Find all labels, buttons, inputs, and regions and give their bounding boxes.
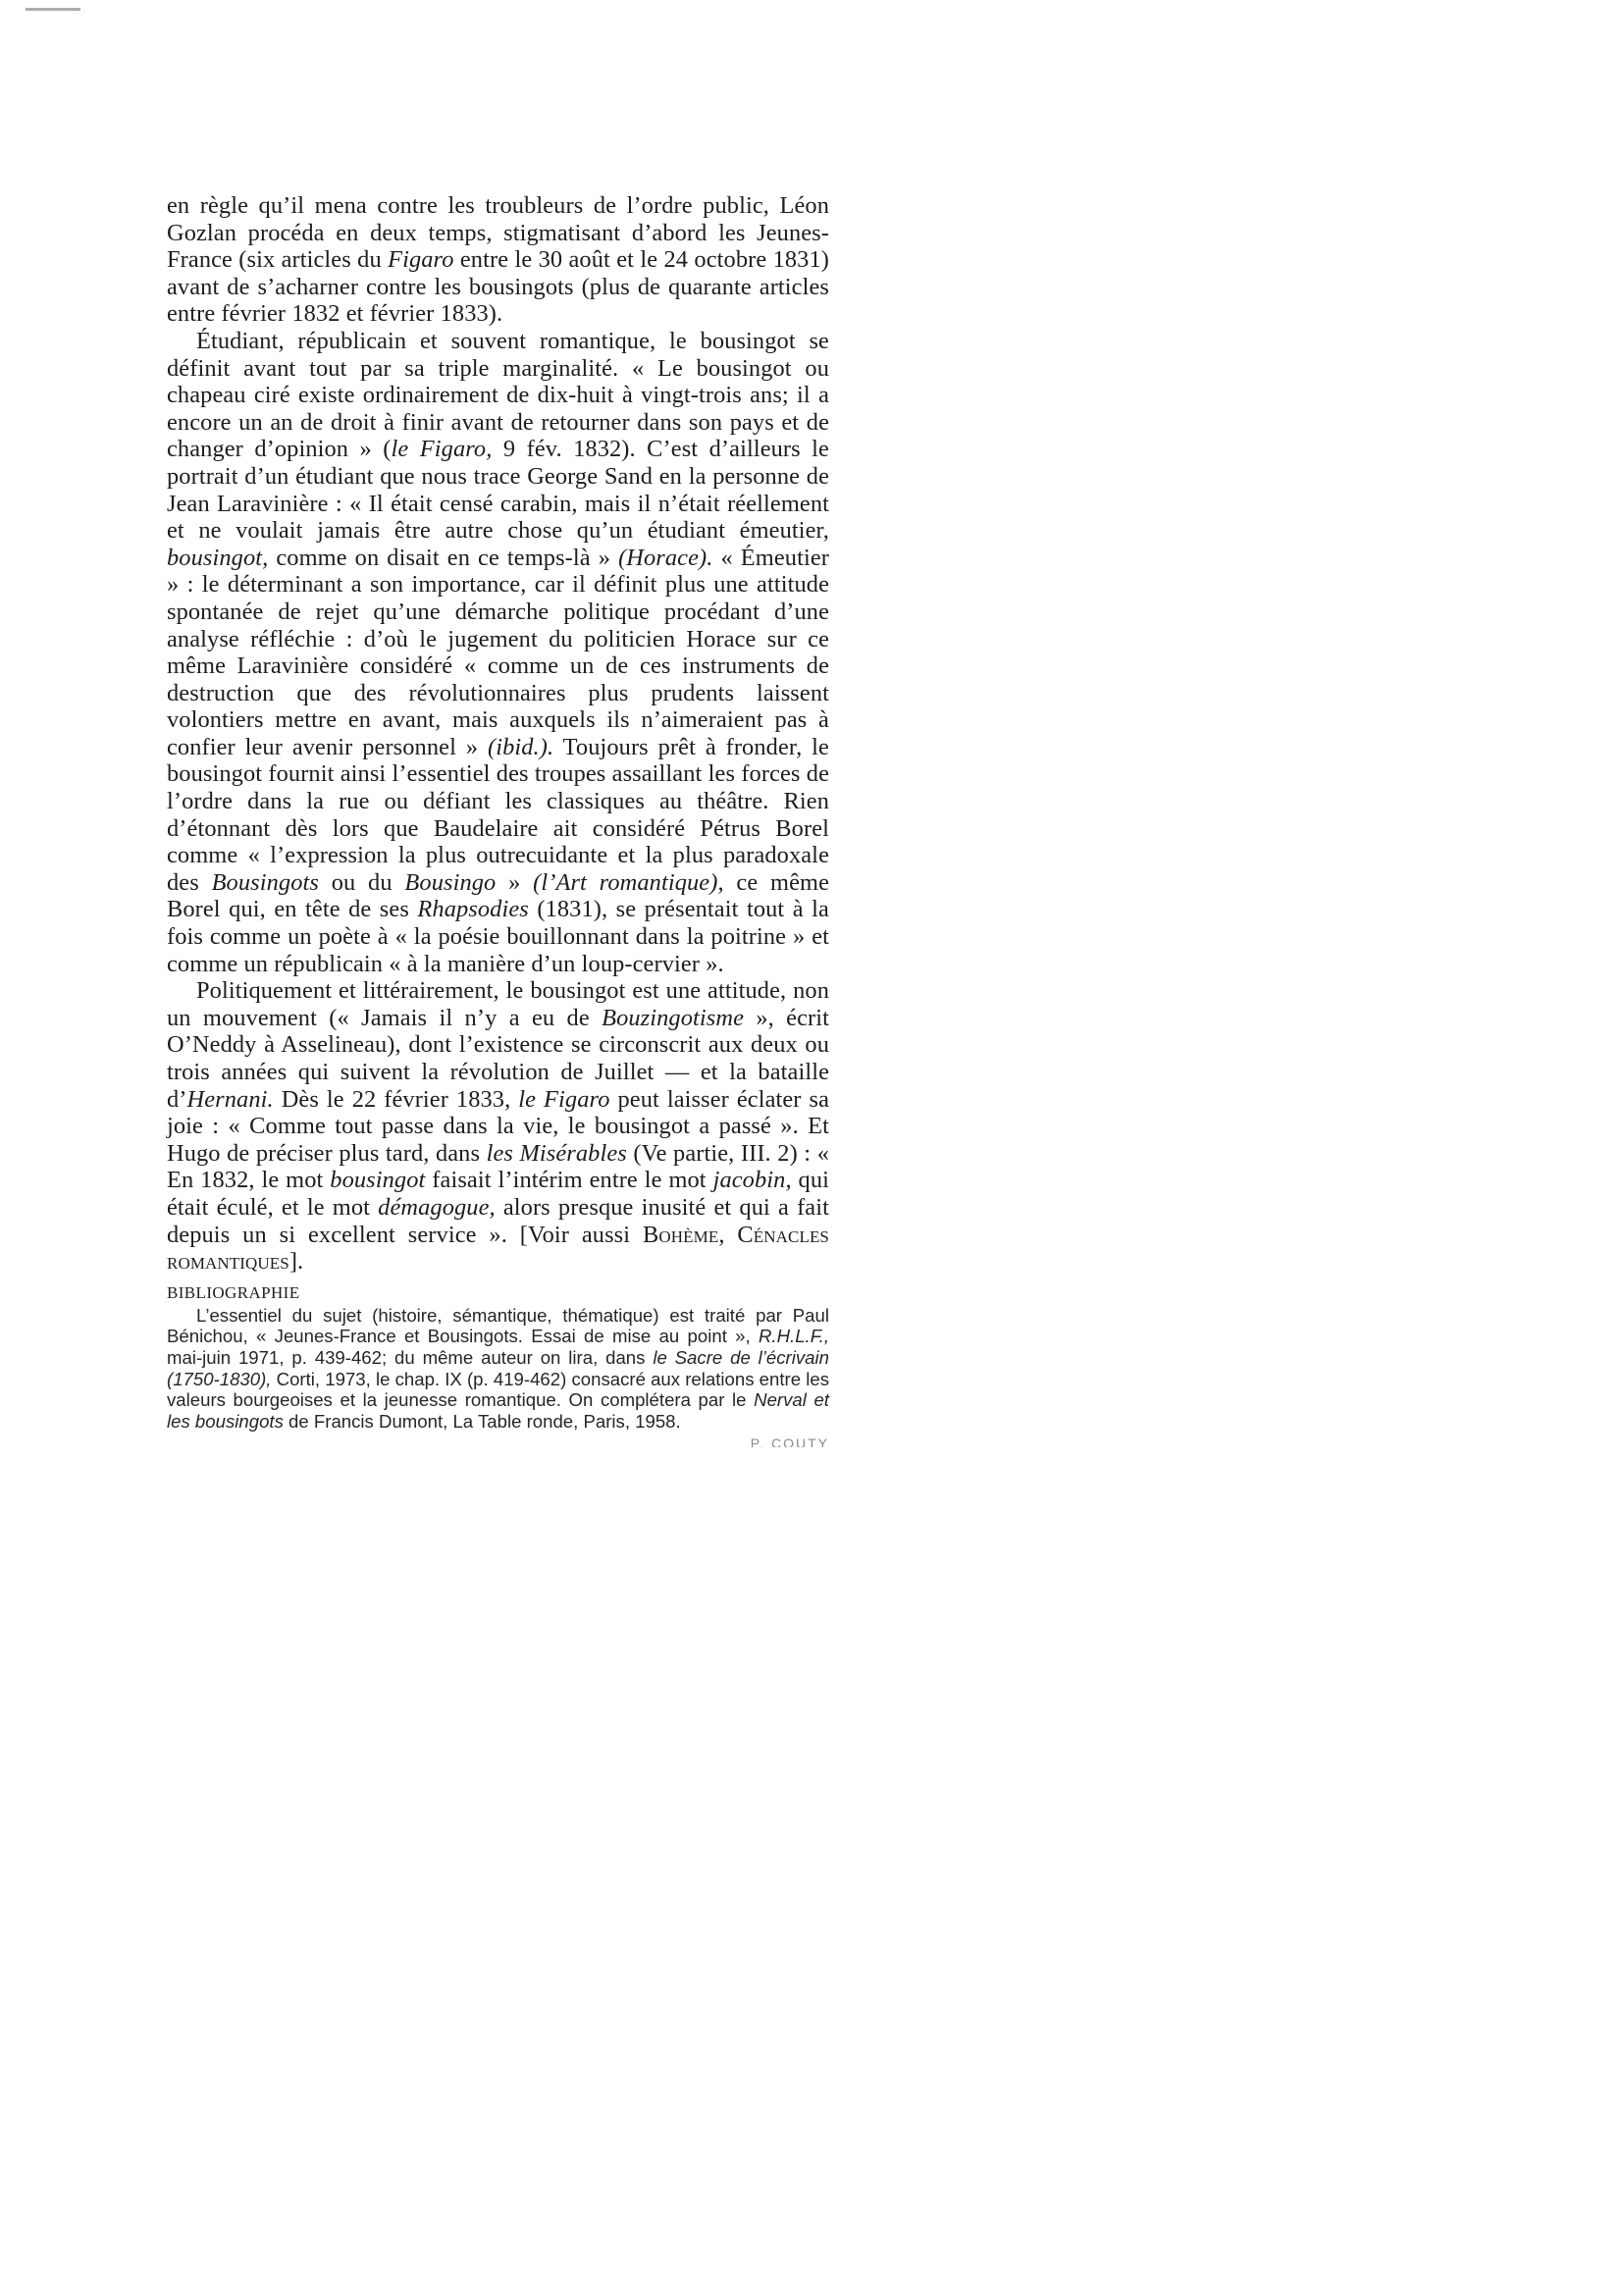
italic-span: Figaro bbox=[388, 246, 454, 274]
text-span: Toujours prêt à fronder, le bousingot fournit ainsi l’essentiel des troupes assaillant les forces de l’ordre dans la rue ou défiant les classiques au théâtre. Rien d’étonnant dès lors que Baudelaire ait considéré Pétrus Borel comme « l’expression la plus outrecuidante et la plus paradoxale des bbox=[167, 733, 829, 896]
text-span: peut laisser éclater sa joie : « Comme tout passe dans la vie, le bousingot a passé ». Et Hugo de préciser plus tard, dans bbox=[167, 1085, 830, 1167]
italic-span: (l’Art romantique), bbox=[533, 868, 724, 896]
text-span: ]. bbox=[288, 1248, 304, 1276]
italic-span: R.H.L.F., bbox=[759, 1326, 829, 1347]
italic-span: le Figaro, bbox=[391, 436, 493, 463]
text-span: entre le 30 août et le 24 octobre 1831) avant de s’acharner contre les bousingots (plus de quarante articles entre février 1832 et février 1833). bbox=[167, 246, 829, 328]
article-column bbox=[167, 192, 829, 1447]
text-span: » bbox=[496, 868, 534, 896]
small-caps-span: Bohème, Cénacles romantiques bbox=[167, 1221, 829, 1276]
italic-span: Bouzingotisme bbox=[602, 1004, 745, 1031]
text-span: qui était éculé, et le mot bbox=[167, 1167, 829, 1221]
text-span: faisait l’intérim entre le mot bbox=[425, 1167, 713, 1194]
text-span: ce même Borel qui, en tête de ses bbox=[167, 868, 829, 923]
italic-span: bousingot bbox=[330, 1167, 426, 1194]
text-span: Politiquement et littérairement, le bousingot est une attitude, non un mouvement (« Jamais il n’y a eu de bbox=[167, 977, 829, 1031]
italic-span: les Misérables bbox=[486, 1139, 627, 1167]
text-span: Dès le 22 février 1833, bbox=[273, 1085, 519, 1113]
scan-corner-mark bbox=[26, 8, 80, 11]
text-span: L’essentiel du sujet (histoire, sémantique, thématique) est traité par Paul Bénichou, « Jeunes-France et Bousingots. Essai de mise au point », bbox=[167, 1304, 829, 1347]
text-span: alors presque inusité et qui a fait depuis un si excellent service ». [Voir aussi bbox=[167, 1193, 829, 1248]
italic-span: Hernani. bbox=[186, 1085, 274, 1113]
text-span: (Ve partie, III. 2) : « En 1832, le mot bbox=[167, 1139, 829, 1194]
bibliography-heading: BIBLIOGRAPHIE bbox=[167, 1282, 300, 1302]
italic-span: Nerval et les bousingots bbox=[167, 1389, 829, 1432]
article-paragraph-1 bbox=[167, 192, 829, 328]
article-paragraph-3 bbox=[167, 977, 829, 1276]
italic-span: le Figaro bbox=[518, 1085, 610, 1113]
italic-span: Rhapsodies bbox=[417, 896, 529, 923]
italic-span: bousingot, bbox=[167, 544, 269, 571]
italic-span: le Sacre de l’écrivain (1750-1830), bbox=[167, 1346, 829, 1389]
italic-span: jacobin, bbox=[712, 1167, 792, 1194]
text-span: Étudiant, républicain et souvent romantique, le bousingot se définit avant tout par sa triple marginalité. « Le bousingot ou chapeau ciré existe ordinairement de dix-huit à vingt-trois ans; il a encore un an de droit à finir avant de retourner dans son pays et de changer d’opinion » ( bbox=[167, 327, 829, 463]
text-span: (1831), se présentait tout à la fois comme un poète à « la poésie bouillonnant dans la poitrine » et comme un républicain « à la manière d’un loup-cervier ». bbox=[167, 896, 829, 977]
italic-span: démagogue, bbox=[378, 1193, 496, 1221]
text-span: ou du bbox=[318, 868, 405, 896]
bibliography-text bbox=[167, 1305, 829, 1433]
text-span: Corti, 1973, le chap. IX (p. 419-462) consacré aux relations entre les valeurs bourgeoises et la jeunesse romantique. On complétera par le bbox=[167, 1368, 829, 1411]
text-span: « Émeutier » : le déterminant a son importance, car il définit plus une attitude spontanée de rejet qu’une démarche politique procédant d’une analyse réfléchie : d’où le jugement du politicien Horace sur ce même Laravinière considéré « comme un de ces instruments de destruction que des révolutionnaires plus prudents laissent volontiers mettre en avant, mais auxquels ils n’aimeraient pas à confier leur avenir personnel » bbox=[167, 544, 830, 760]
italic-span: (Horace). bbox=[618, 544, 713, 571]
text-span: mai-juin 1971, p. 439-462; du même auteur on lira, dans bbox=[167, 1346, 654, 1368]
text-span: de Francis Dumont, La Table ronde, Paris, 1958. bbox=[283, 1410, 681, 1432]
italic-span: Bousingots bbox=[211, 868, 319, 896]
italic-span: (ibid.). bbox=[487, 733, 554, 760]
text-span: », écrit O’Neddy à Asselineau), dont l’existence se circonscrit aux deux ou trois années qui suivent la révolution de Juillet — et la bataille d’ bbox=[167, 1004, 830, 1113]
author-signature: P. COUTY bbox=[750, 1435, 829, 1448]
text-span: comme on disait en ce temps-là » bbox=[268, 544, 619, 571]
italic-span: Bousingo bbox=[404, 868, 497, 896]
article-paragraph-2 bbox=[167, 328, 829, 977]
text-span: en règle qu’il mena contre les troubleurs de l’ordre public, Léon Gozlan procéda en deux temps, stigmatisant d’abord les Jeunes-France (six articles du bbox=[167, 192, 829, 274]
text-span: 9 fév. 1832). C’est d’ailleurs le portrait d’un étudiant que nous trace George Sand en la personne de Jean Laravinière : « Il était censé carabin, mais il n’était réellement et ne voulait jamais être autre chose qu’un étudiant émeutier, bbox=[167, 436, 829, 545]
